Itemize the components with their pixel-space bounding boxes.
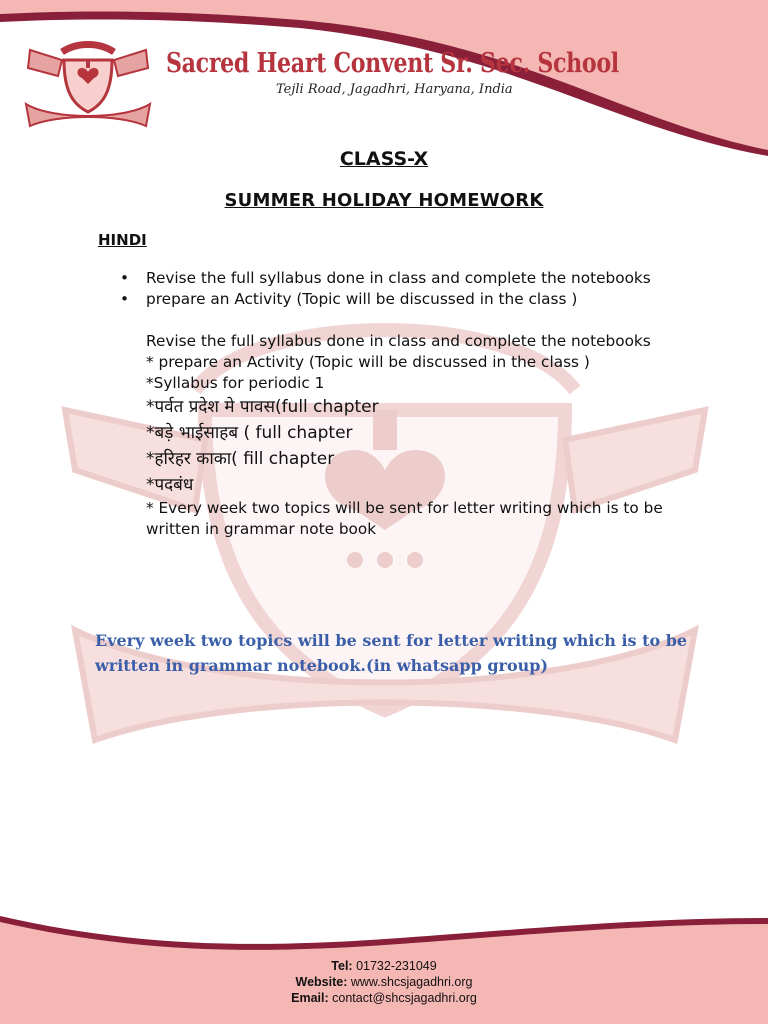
content-line: * Every week two topics will be sent for letter writing which is to be written in grammar note book bbox=[146, 499, 663, 538]
footer-website bbox=[0, 974, 768, 990]
class-title: CLASS-X bbox=[339, 148, 429, 170]
content-line: Revise the full syllabus done in class and complete the notebooks bbox=[146, 332, 651, 350]
website-link[interactable]: www.shcsjagadhri.org bbox=[350, 975, 473, 989]
school-logo bbox=[22, 38, 154, 133]
website-label: Website: bbox=[295, 975, 348, 989]
tel-value: 01732-231049 bbox=[356, 959, 437, 973]
list-item: • Revise the full syllabus done in class and complete the notebooks bbox=[120, 268, 700, 289]
content-line: *बड़े भाईसाहब ( full chapter bbox=[146, 423, 353, 443]
school-address: Tejli Road, Jagadhri, Haryana, India bbox=[276, 82, 513, 97]
content-line: *पर्वत प्रदेश मे पावस(full chapter bbox=[146, 397, 379, 417]
homework-title: SUMMER HOLIDAY HOMEWORK bbox=[224, 190, 544, 211]
footer-tel bbox=[0, 958, 768, 974]
contact-footer bbox=[0, 958, 768, 1006]
footer-email bbox=[0, 990, 768, 1006]
tel-label: Tel: bbox=[331, 959, 353, 973]
email-link[interactable]: contact@shcsjagadhri.org bbox=[332, 991, 477, 1005]
content-line: *हरिहर काका( fill chapter bbox=[146, 449, 335, 469]
list-item: • prepare an Activity (Topic will be discussed in the class ) bbox=[120, 289, 700, 310]
content-line: *पदबंध bbox=[146, 475, 194, 495]
email-label: Email: bbox=[291, 991, 329, 1005]
homework-content bbox=[120, 268, 700, 540]
content-line: * prepare an Activity (Topic will be discussed in the class ) bbox=[146, 353, 590, 371]
subject-heading: HINDI bbox=[98, 231, 147, 249]
school-name: Sacred Heart Convent Sr. Sec. School bbox=[166, 48, 619, 79]
content-line: *Syllabus for periodic 1 bbox=[146, 374, 325, 392]
whatsapp-note: Every week two topics will be sent for letter writing which is to be written in grammar notebook.(in whatsapp group) bbox=[95, 631, 688, 675]
